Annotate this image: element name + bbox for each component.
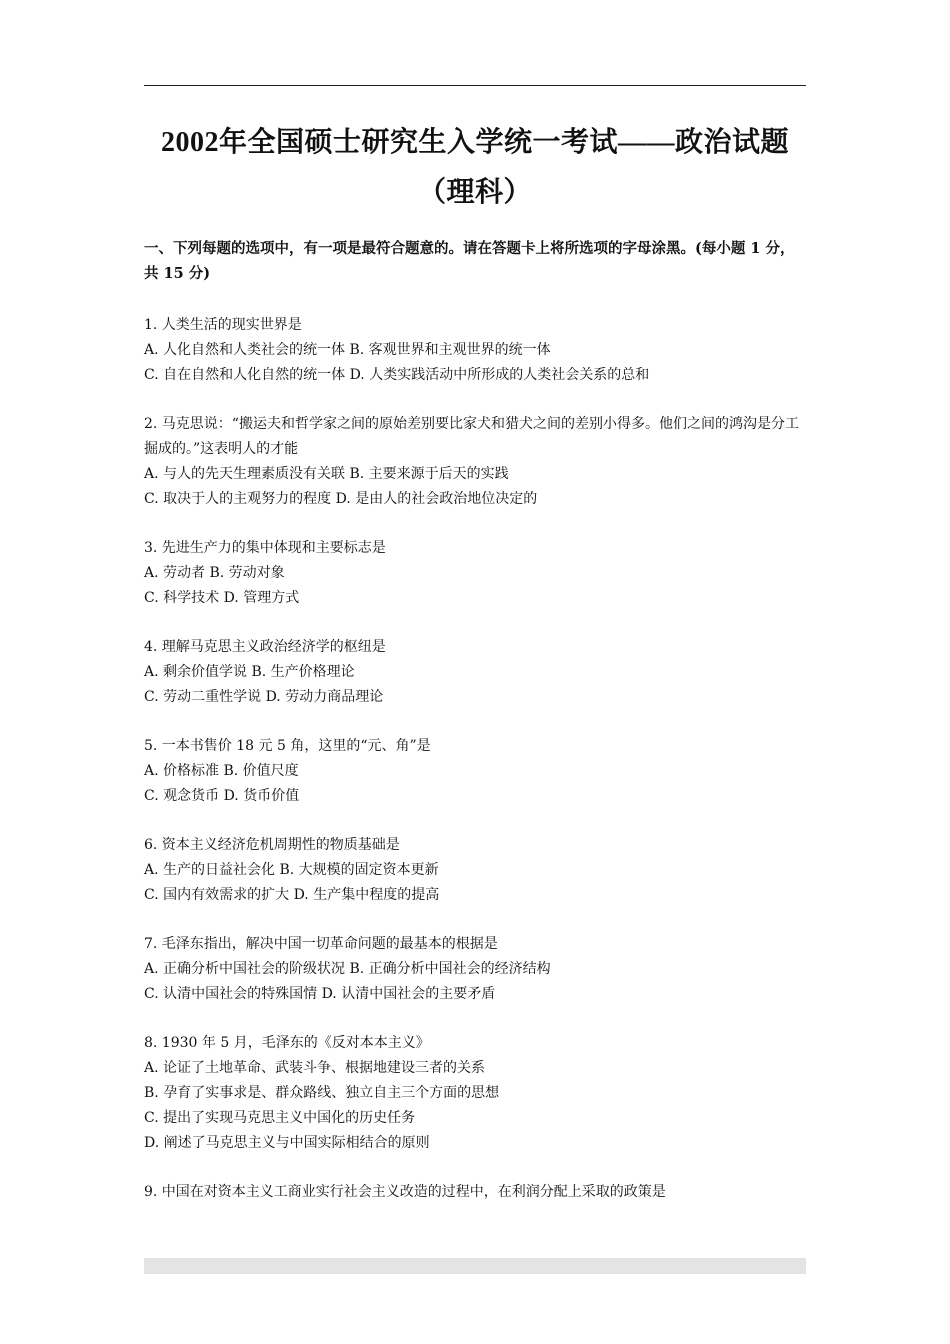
question-option: C. 提出了实现马克思主义中国化的历史任务 [144,1110,416,1126]
question-list [144,313,806,1229]
title-line-1: 2002年全国硕士研究生入学统一考试——政治试题 [160,127,789,158]
question-option: B. 孕育了实事求是、群众路线、独立自主三个方面的思想 [144,1085,500,1101]
question-3 [144,536,806,611]
question-option: C. 取决于人的主观努力的程度 D. 是由人的社会政治地位决定的 [144,491,538,507]
question-stem: 1. 人类生活的现实世界是 [144,317,302,333]
header-rule [144,85,806,86]
question-option: C. 观念货币 D. 货币价值 [144,788,300,804]
question-option: C. 劳动二重性学说 D. 劳动力商品理论 [144,689,384,705]
question-option: A. 与人的先天生理素质没有关联 B. 主要来源于后天的实践 [144,466,509,482]
document-title [144,118,806,218]
question-6 [144,833,806,908]
question-9 [144,1180,806,1205]
question-option: C. 认清中国社会的特殊国情 D. 认清中国社会的主要矛盾 [144,986,496,1002]
question-stem: 5. 一本书售价 18 元 5 角，这里的“元、角”是 [144,738,431,754]
question-stem: 3. 先进生产力的集中体现和主要标志是 [144,540,386,556]
question-stem: 2. 马克思说：“搬运夫和哲学家之间的原始差别要比家犬和猎犬之间的差别小得多。他们之间的鸿沟是分工掘成的。”这表明人的才能 [144,416,799,457]
question-option: A. 人化自然和人类社会的统一体 B. 客观世界和主观世界的统一体 [144,342,551,358]
question-stem: 7. 毛泽东指出，解决中国一切革命问题的最基本的根据是 [144,936,498,952]
question-option: A. 劳动者 B. 劳动对象 [144,565,285,581]
question-8 [144,1031,806,1156]
question-stem: 4. 理解马克思主义政治经济学的枢纽是 [144,639,386,655]
question-option: A. 论证了土地革命、武装斗争、根据地建设三者的关系 [144,1060,486,1076]
question-option: A. 正确分析中国社会的阶级状况 B. 正确分析中国社会的经济结构 [144,961,551,977]
question-option: A. 价格标准 B. 价值尺度 [144,763,299,779]
document-page [144,0,806,1344]
question-1 [144,313,806,388]
footer-bar [144,1258,806,1274]
question-stem: 8. 1930 年 5 月，毛泽东的《反对本本主义》 [144,1035,430,1051]
question-option: A. 剩余价值学说 B. 生产价格理论 [144,664,355,680]
question-stem: 6. 资本主义经济危机周期性的物质基础是 [144,837,400,853]
question-7 [144,932,806,1007]
question-option: C. 自在自然和人化自然的统一体 D. 人类实践活动中所形成的人类社会关系的总和 [144,367,650,383]
question-stem: 9. 中国在对资本主义工商业实行社会主义改造的过程中，在利润分配上采取的政策是 [144,1184,666,1200]
title-line-2: （理科） [417,177,532,208]
question-option: A. 生产的日益社会化 B. 大规模的固定资本更新 [144,862,439,878]
question-2 [144,412,806,512]
question-4 [144,635,806,710]
section-heading: 一、下列每题的选项中，有一项是最符合题意的。请在答题卡上将所选项的字母涂黑。(每小题 1 分，共 15 分) [144,240,795,282]
question-option: D. 阐述了马克思主义与中国实际相结合的原则 [144,1135,430,1151]
question-5 [144,734,806,809]
question-option: C. 科学技术 D. 管理方式 [144,590,300,606]
question-option: C. 国内有效需求的扩大 D. 生产集中程度的提高 [144,887,440,903]
